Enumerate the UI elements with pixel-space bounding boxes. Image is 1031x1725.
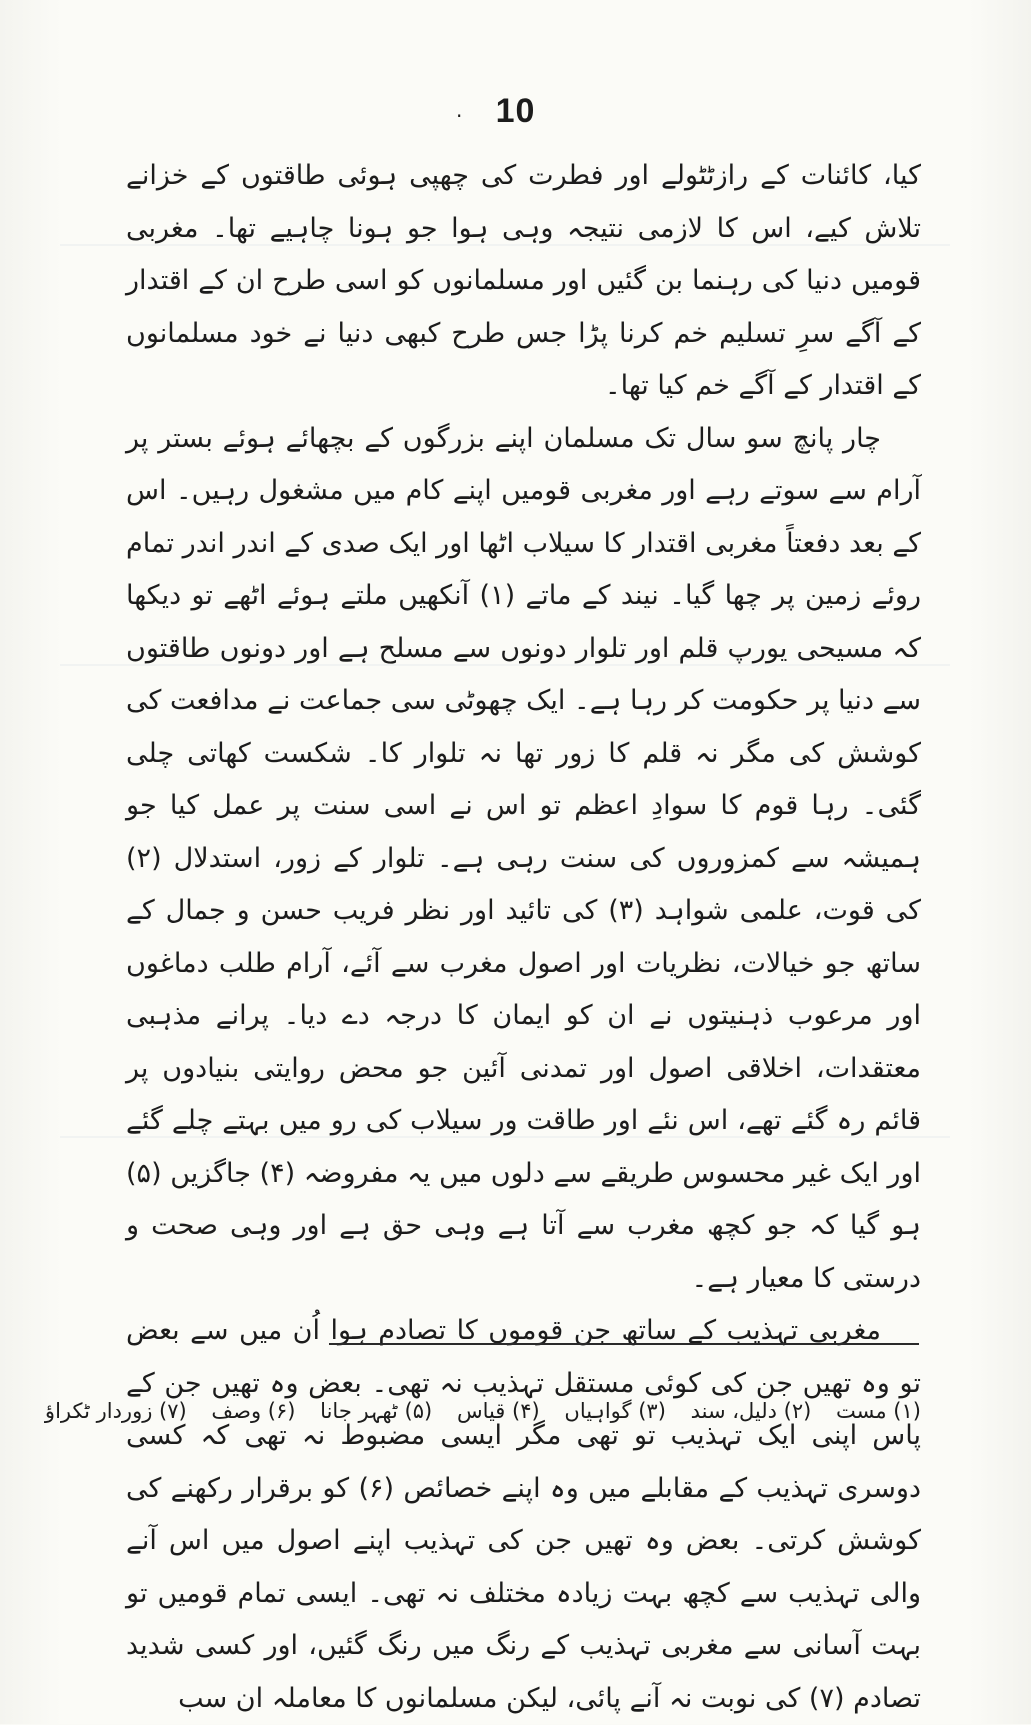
footnote: (۷) زوردار ٹکراؤ [44,1399,187,1423]
paragraph: کیا، کائنات کے رازٹٹولے اور فطرت کی چھپی ہوئی طاقتوں کے خزانے تلاش کیے، اس کا لازمی نتیجہ وہی ہوا جو ہونا چاہیے تھا۔ مغربی قومیں دنیا کی رہنما بن گئیں اور مسلمانوں کو اسی طرح ان کے اقتدار کے آگے سرِ تسلیم خم کرنا پڑا جس طرح کبھی دنیا نے خود مسلمانوں کے اقتدار کے آگے خم کیا تھا۔ [126,160,921,401]
page-number: 10 [495,92,536,130]
footnote: (۱) مست [836,1399,921,1423]
page-mark-dot: · [456,104,463,128]
footnote-divider [329,1343,919,1345]
footnote: (۳) گواہیاں [564,1399,666,1423]
footnote: (۶) وصف [211,1399,296,1423]
paragraph: مغربی تہذیب کے ساتھ جن قوموں کا تصادم ہوا اُن میں سے بعض تو وہ تھیں جن کی کوئی مستقل تہذیب نہ تھی۔ بعض وہ تھیں جن کے پاس اپنی ایک تہذیب تو تھی مگر ایسی مضبوط نہ تھی کہ کسی دوسری تہذیب کے مقابلے میں وہ اپنے خصائص (۶) کو برقرار رکھنے کی کوشش کرتی۔ بعض وہ تھیں جن کی تہذیب اپنے اصول میں اس آنے والی تہذیب سے کچھ بہت زیادہ مختلف نہ تھی۔ ایسی تمام قومیں تو بہت آسانی سے مغربی تہذیب کے رنگ میں رنگ گئیں، اور کسی شدید تصادم (۷) کی نوبت نہ آنے پائی، لیکن مسلمانوں کا معاملہ ان سب [126,1315,921,1714]
footnotes [44,1395,921,1427]
paragraph: چار پانچ سو سال تک مسلمان اپنے بزرگوں کے بچھائے ہوئے بستر پر آرام سے سوتے رہے اور مغربی قومیں اپنے کام میں مشغول رہیں۔ اس کے بعد دفعتاً مغربی اقتدار کا سیلاب اٹھا اور ایک صدی کے اندر اندر تمام روئے زمین پر چھا گیا۔ نیند کے ماتے (۱) آنکھیں ملتے ہوئے اٹھے تو دیکھا کہ مسیحی یورپ قلم اور تلوار دونوں سے مسلح ہے اور دونوں طاقتوں سے دنیا پر حکومت کر رہا ہے۔ ایک چھوٹی سی جماعت نے مدافعت کی کوشش کی مگر نہ قلم کا زور تھا نہ تلوار کا۔ شکست کھاتی چلی گئی۔ رہا قوم کا سوادِ اعظم تو اس نے اسی سنت پر عمل کیا جو ہمیشہ سے کمزوروں کی سنت رہی ہے۔ تلوار کے زور، استدلال (۲) کی قوت، علمی شواہد (۳) کی تائید اور نظر فریب حسن و جمال کے ساتھ جو خیالات، نظریات اور اصول مغرب سے آئے، آرام طلب دماغوں اور مرعوب ذہنیتوں نے ان کو ایمان کا درجہ دے دیا۔ پرانے مذہبی معتقدات، اخلاقی اصول اور تمدنی آئین جو محض روایتی بنیادوں پر قائم رہ گئے تھے، اس نئے اور طاقت ور سیلاب کی رو میں بہتے چلے گئے اور ایک غیر محسوس طریقے سے دلوں میں یہ مفروضہ (۴) جاگزیں (۵) ہو گیا کہ جو کچھ مغرب سے آتا ہے وہی حق ہے اور وہی صحت و درستی کا معیار ہے۔ [126,422,922,1294]
footnote: (۵) ٹھہر جانا [320,1399,433,1423]
main-text [126,150,921,1725]
footnote: (۲) دلیل، سند [690,1399,812,1423]
footnote: (۴) قیاس [456,1399,540,1423]
